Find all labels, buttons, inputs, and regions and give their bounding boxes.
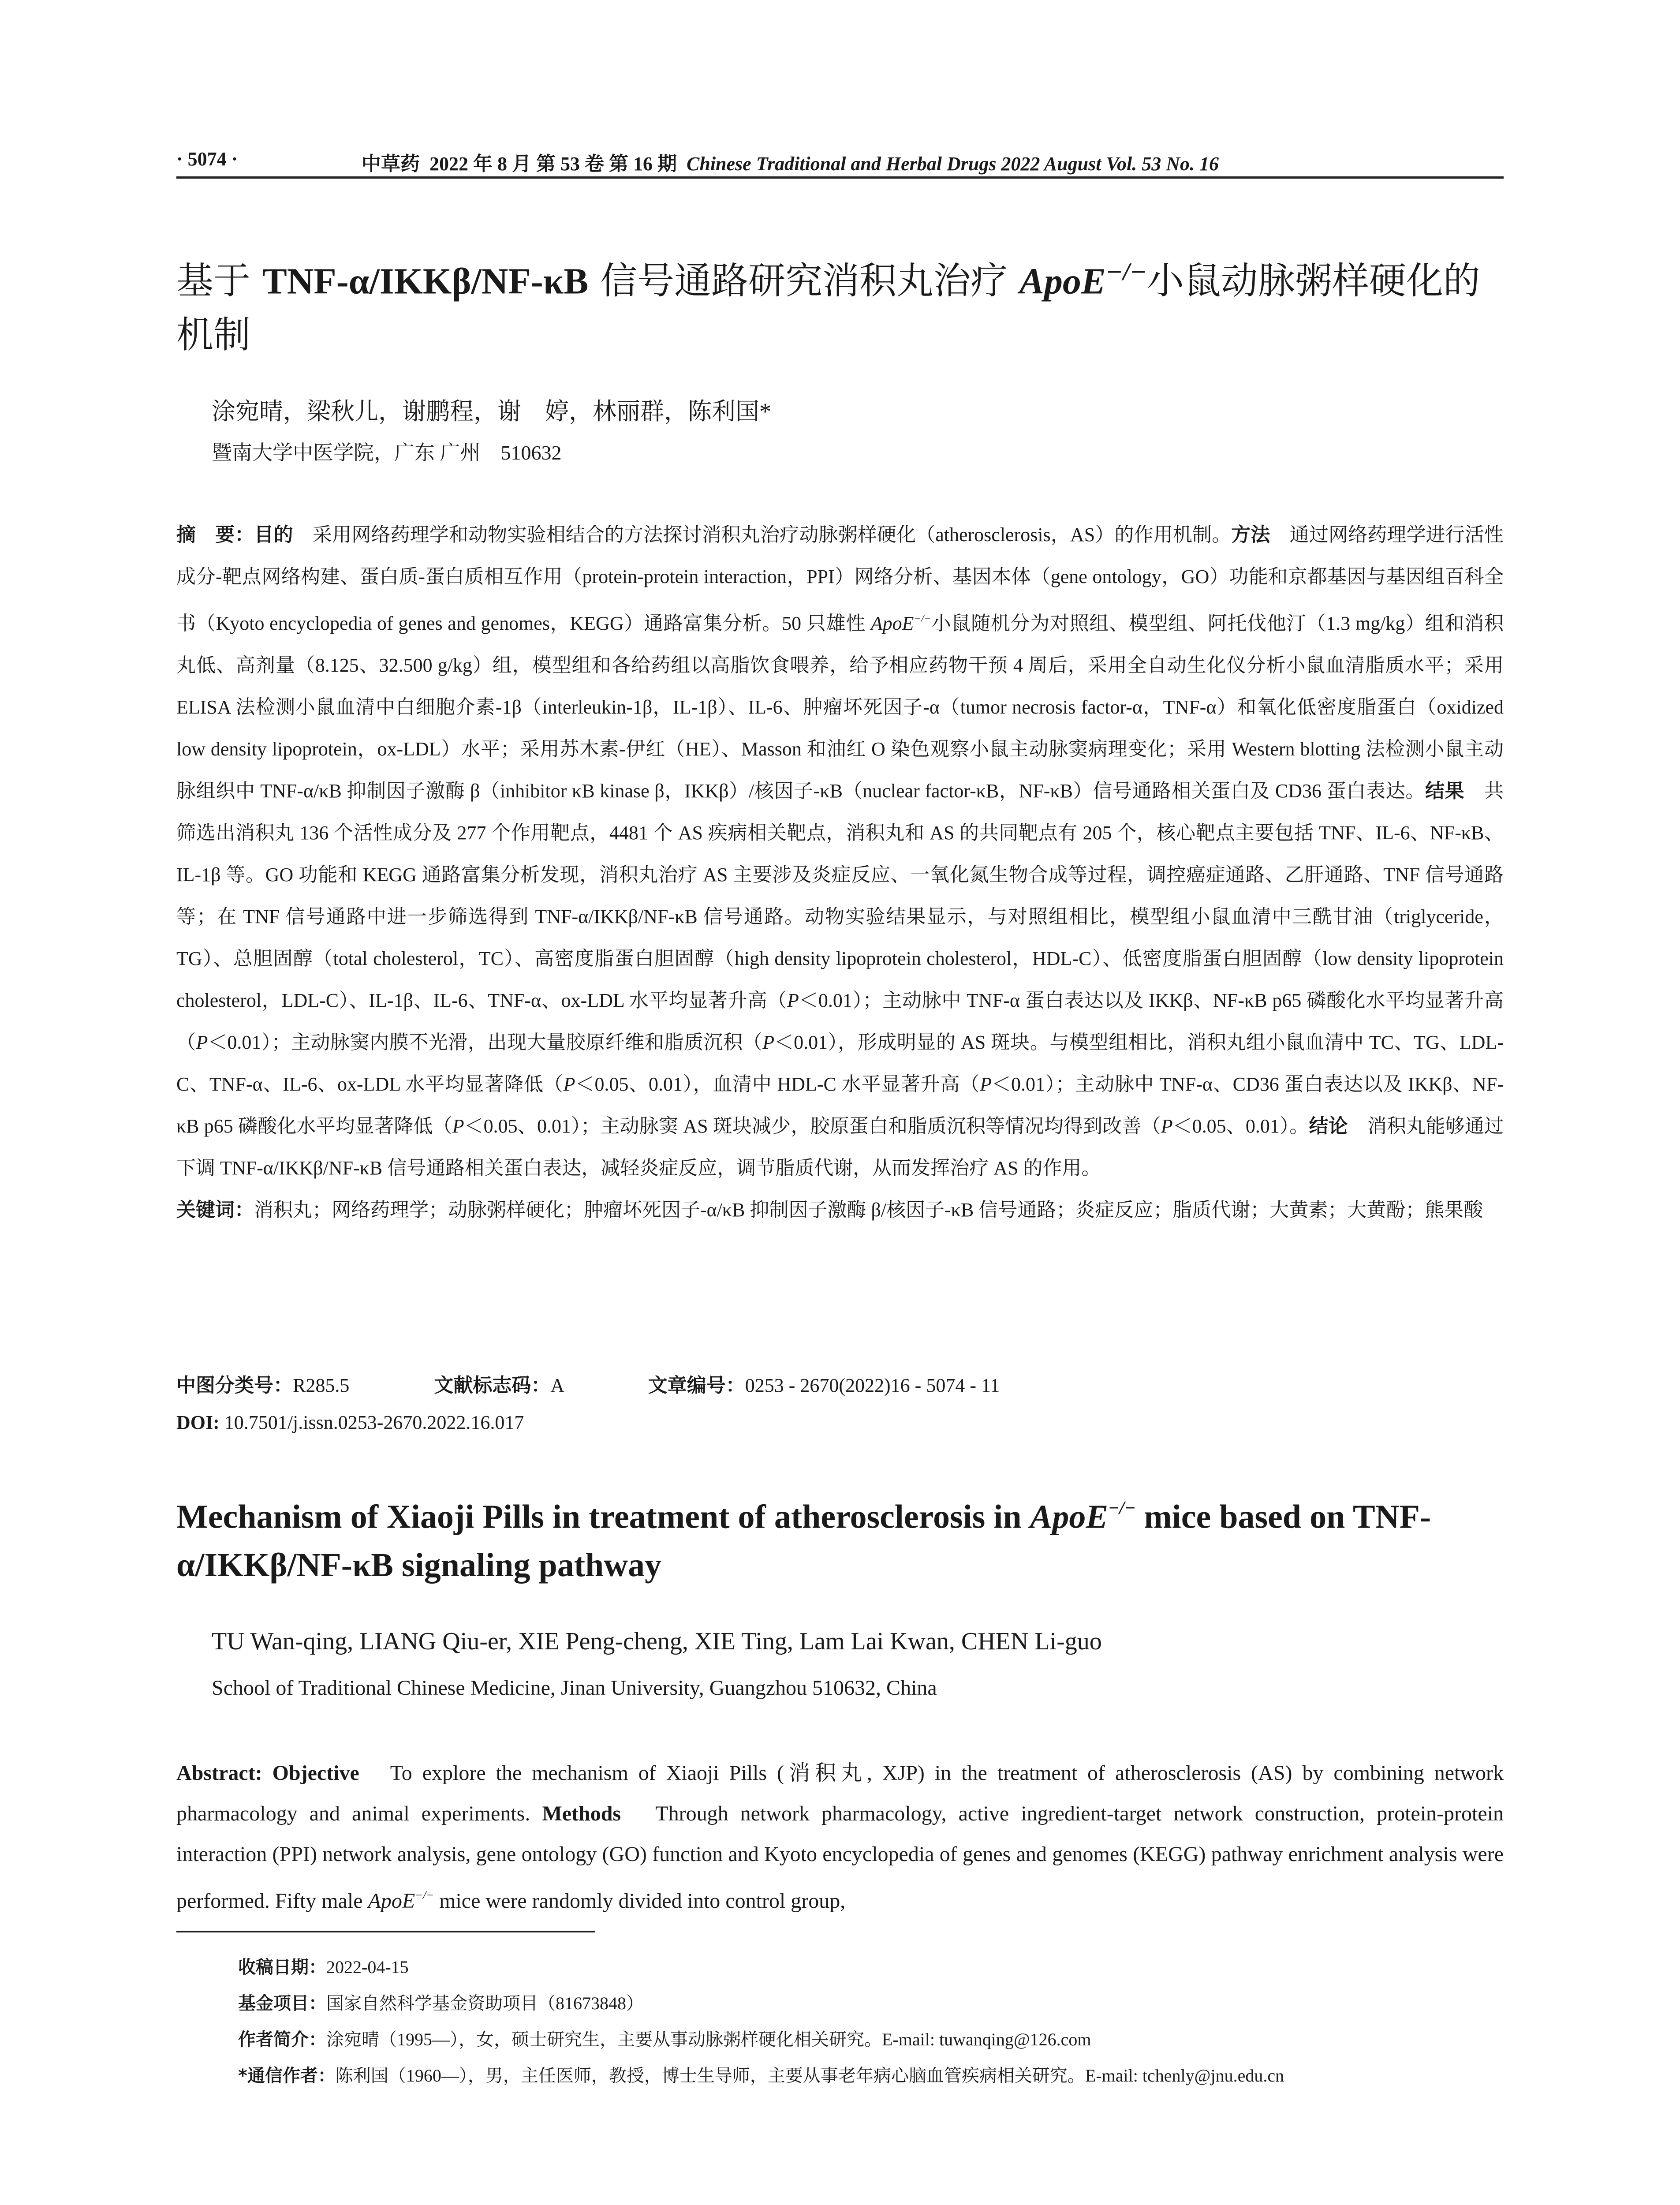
p-symbol: P — [787, 990, 799, 1012]
title-zh-part: 小鼠动脉粥样硬化的机制 — [176, 259, 1480, 356]
clc-label: 中图分类号： — [176, 1374, 293, 1397]
abstract-en — [176, 1753, 1504, 1921]
title-en-part: mice based on TNF-α/IKKβ/NF-κB signaling pathway — [176, 1498, 1431, 1584]
journal-info — [362, 148, 1219, 176]
doi-label: DOI: — [176, 1412, 220, 1433]
knockout-mark: −/− — [914, 613, 931, 624]
journal-name-zh: 中草药 — [362, 153, 420, 175]
keywords-label: 关键词： — [176, 1199, 254, 1222]
authors-zh: 涂宛晴，梁秋儿，谢鹏程，谢 婷，林丽群，陈利国* — [212, 398, 771, 425]
issue-zh: 2022 年 8 月 第 53 卷 第 16 期 — [429, 153, 677, 175]
p-symbol: P — [1161, 1115, 1173, 1137]
doc-code-label: 文献标志码： — [434, 1374, 551, 1397]
title-en — [176, 1484, 1504, 1589]
results-text: ＜0.05、0.01），血清中 HDL-C 水平显著升高（ — [575, 1073, 980, 1095]
doc-code-value: A — [550, 1375, 564, 1396]
classification-line — [176, 1369, 1000, 1398]
footnote-label: 作者简介： — [238, 2029, 326, 2050]
results-text: ＜0.01），形成明显的 AS 斑块。与模型组相比，消积丸组小鼠血清中 TC、TG、LDL-C、TNF-α、IL-6、ox-LDL 水平均显著降低（ — [176, 1031, 1504, 1095]
page-number: · 5074 · — [176, 148, 238, 170]
abstract-zh — [176, 514, 1504, 1231]
footnote-label: 基金项目： — [238, 1993, 326, 2014]
footnote-received — [238, 1949, 1504, 1985]
article-number-value: 0253 - 2670(2022)16 - 5074 - 11 — [745, 1375, 1000, 1396]
footnotes — [238, 1949, 1504, 2094]
methods-label: 方法 — [1231, 523, 1270, 546]
title-zh-part: 信号通路研究消积丸治疗 — [588, 259, 1019, 303]
results-text: ＜0.05、0.01）；主动脉窦 AS 斑块减少，胶原蛋白和脂质沉积等情况均得到改善（ — [464, 1115, 1161, 1137]
doi-line — [176, 1411, 524, 1434]
keywords-text: 消积丸；网络药理学；动脉粥样硬化；肿瘤坏死因子-α/κB 抑制因子激酶 β/核因子-κB 信号通路；炎症反应；脂质代谢；大黄素；大黄酚；熊果酸 — [254, 1199, 1483, 1221]
p-symbol: P — [452, 1115, 464, 1137]
authors-en: TU Wan-qing, LIANG Qiu-er, XIE Peng-cheng, XIE Ting, Lam Lai Kwan, CHEN Li-guo — [212, 1628, 1102, 1655]
p-symbol: P — [196, 1031, 208, 1054]
p-symbol: P — [762, 1031, 775, 1054]
methods-en-text: mice were randomly divided into control group, — [434, 1889, 846, 1913]
doi-value[interactable]: 10.7501/j.issn.0253-2670.2022.16.017 — [219, 1412, 524, 1433]
title-zh-knockout: −/− — [1105, 259, 1147, 283]
footnote-corresponding — [238, 2058, 1504, 2094]
results-text: ＜0.01）；主动脉中 TNF-α 蛋白表达以及 IKKβ、NF-κB p65 磷酸化水平均显著升高（ — [176, 990, 1504, 1054]
abstract-en-label: Abstract: Objective — [176, 1761, 359, 1785]
methods-text: 小鼠随机分为对照组、模型组、阿托伐他汀（1.3 mg/kg）组和消积丸低、高剂量（8.125、32.500 g/kg）组，模型组和各给药组以高脂饮食喂养，给予相应药物干预 4 周后，采用全自动生化仪分析小鼠血清脂质水平；采用 ELISA 法检测小鼠血清中白细胞介素-1β（interleukin-1β，IL-1β）、IL-6、肿瘤坏死因子-α（tumor necrosis factor-α，TNF-α）和氧化低密度脂蛋白（oxidized low density lipoprotein，ox-LDL）水平；采用苏木素-伊红（HE）、Masson 和油红 O 染色观察小鼠主动脉窦病理变化；采用 Western blotting 法检测小鼠主动脉组织中 TNF-α/κB 抑制因子激酶 β（inhibitor κB kinase β，IKKβ）/核因子-κB（nuclear factor-κB，NF-κB）信号通路相关蛋白及 CD36 蛋白表达。 — [176, 613, 1504, 802]
title-zh-part: 基于 — [176, 259, 262, 303]
footnote-author — [238, 2022, 1504, 2058]
footnote-text: 陈利国（1960—），男，主任医师，教授，博士生导师，主要从事老年病心脑血管疾病相关研究。E-mail: tchenly@jnu.edu.cn — [335, 2066, 1284, 2085]
journal-page — [176, 0, 1504, 2205]
footnote-label: *通信作者： — [238, 2066, 336, 2086]
footnote-text: 涂宛晴（1995—），女，硕士研究生，主要从事动脉粥样硬化相关研究。E-mail: tuwanqing@126.com — [326, 2029, 1091, 2049]
p-symbol: P — [563, 1073, 575, 1095]
title-zh-pathway: TNF-α/IKKβ/NF-κB — [262, 261, 589, 302]
title-zh-gene: ApoE — [1019, 261, 1106, 302]
objective-label: 目的 — [254, 523, 293, 546]
footnote-text: 2022-04-15 — [326, 1957, 409, 1977]
affiliation-zh: 暨南大学中医学院，广东 广州 510632 — [212, 441, 562, 464]
objective-text: 采用网络药理学和动物实验相结合的方法探讨消积丸治疗动脉粥样硬化（atherosclerosis，AS）的作用机制。 — [293, 524, 1232, 546]
affiliation-en: School of Traditional Chinese Medicine, Jinan University, Guangzhou 510632, China — [212, 1676, 937, 1700]
results-text: ＜0.01）；主动脉中 TNF-α、CD36 蛋白表达以及 IKKβ、NF-κB p65 磷酸化水平均显著降低（ — [176, 1073, 1504, 1137]
running-header — [176, 146, 1504, 179]
results-label: 结果 — [1425, 780, 1465, 803]
results-text: ＜0.01）；主动脉窦内膜不光滑，出现大量胶原纤维和脂质沉积（ — [208, 1031, 763, 1054]
methods-en-label: Methods — [542, 1802, 621, 1825]
gene-name: ApoE — [870, 613, 914, 635]
p-symbol: P — [980, 1073, 992, 1095]
footnote-fund — [238, 1985, 1504, 2022]
knockout-mark: −/− — [415, 1888, 434, 1902]
title-en-part: Mechanism of Xiaoji Pills in treatment of atherosclerosis in — [176, 1498, 1030, 1536]
title-en-gene: ApoE — [1030, 1498, 1109, 1536]
objective-en-text: To explore the mechanism of Xiaoji Pills (消积丸, XJP) in the treatment of atherosclerosis (AS) by combining network pharmacology and animal experiments. — [176, 1761, 1504, 1825]
footnote-label: 收稿日期： — [238, 1957, 326, 1977]
journal-name-en: Chinese Traditional and Herbal Drugs 2022 August Vol. 53 No. 16 — [687, 153, 1219, 175]
conclusion-label: 结论 — [1309, 1115, 1348, 1138]
abstract-label: 摘 要： — [176, 523, 254, 546]
title-zh — [176, 245, 1504, 361]
results-text: ＜0.05、0.01）。 — [1172, 1115, 1309, 1137]
results-text: 共筛选出消积丸 136 个活性成分及 277 个作用靶点，4481 个 AS 疾病相关靶点，消积丸和 AS 的共同靶点有 205 个，核心靶点主要包括 TNF、IL-6、NF-κB、IL-1β 等。GO 功能和 KEGG 通路富集分析发现，消积丸治疗 AS 主要涉及炎症反应、一氧化氮生物合成等过程，调控癌症通路、乙肝通路、TNF 信号通路等；在 TNF 信号通路中进一步筛选得到 TNF-α/IKKβ/NF-κB 信号通路。动物实验结果显示，与对照组相比，模型组小鼠血清中三酰甘油（triglyceride，TG）、总胆固醇（total cholesterol，TC）、高密度脂蛋白胆固醇（high density lipoprotein cholesterol，HDL-C）、低密度脂蛋白胆固醇（low density lipoprotein cholesterol，LDL-C）、IL-1β、IL-6、TNF-α、ox-LDL 水平均显著升高（ — [176, 780, 1504, 1012]
methods-en-text: Through network pharmacology, active ingredient-target network construction, protein-protein interaction (PPI) network analysis, gene ontology (GO) function and Kyoto encyclopedia of genes and genomes (KEGG) pathway enrichment analysis were performed. Fifty male — [176, 1802, 1504, 1913]
footnote-divider — [176, 1931, 595, 1932]
clc-value: R285.5 — [293, 1375, 350, 1396]
conclusion-text: 消积丸能够通过下调 TNF-α/IKKβ/NF-κB 信号通路相关蛋白表达，减轻炎症反应，调节脂质代谢，从而发挥治疗 AS 的作用。 — [176, 1115, 1504, 1179]
footnote-text: 国家自然科学基金资助项目（81673848） — [326, 1993, 644, 2013]
article-number-label: 文章编号： — [648, 1374, 745, 1397]
methods-text: 通过网络药理学进行活性成分-靶点网络构建、蛋白质-蛋白质相互作用（protein-protein interaction，PPI）网络分析、基因本体（gene ontology，GO）功能和京都基因与基因组百科全书（Kyoto encyclopedia of genes and genomes，KEGG）通路富集分析。50 只雄性 — [176, 524, 1504, 635]
title-en-knockout: −/− — [1108, 1498, 1136, 1518]
gene-name: ApoE — [368, 1889, 415, 1913]
